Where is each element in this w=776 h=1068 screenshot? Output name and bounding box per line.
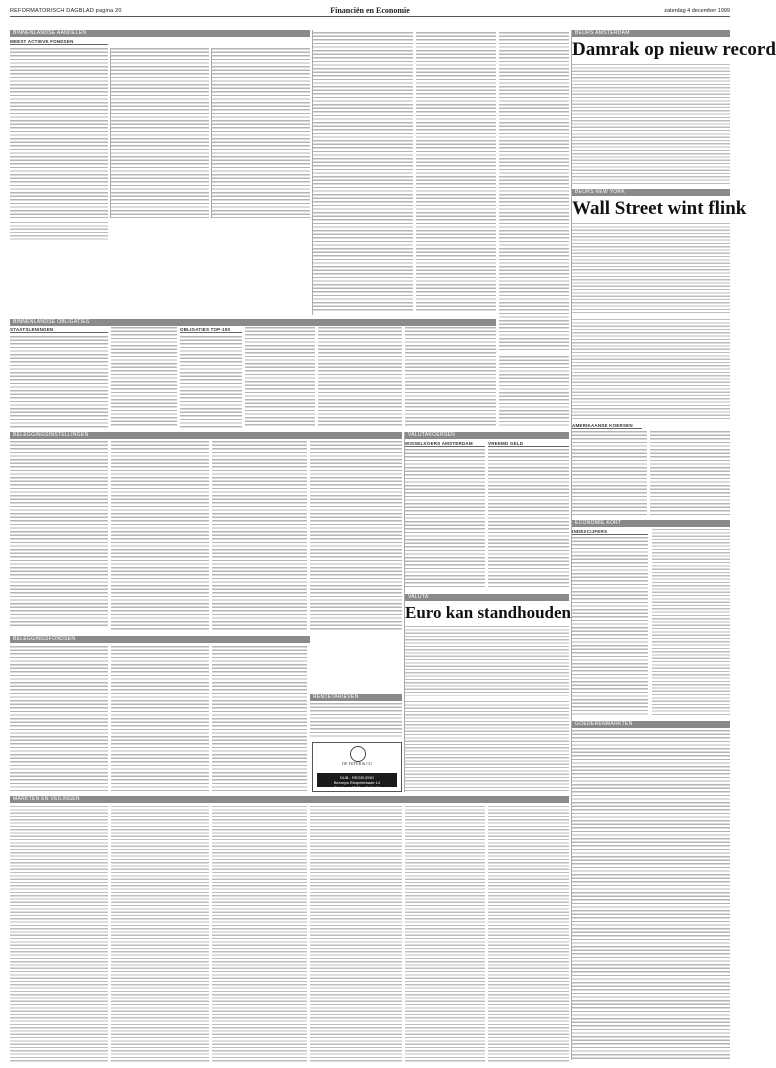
section-binnenlandse-aandelen: BINNENLANDSE AANDELEN	[10, 30, 310, 37]
rentetarieven-table	[310, 703, 402, 737]
fondsen-table-3	[212, 646, 307, 791]
amerikaanse-table-2	[650, 431, 730, 516]
belegging-table-4	[310, 441, 402, 631]
article-wallstreet-body	[572, 223, 730, 313]
subsection-obligaties-top: OBLIGATIES TOP-100	[180, 327, 242, 333]
belegging-table-3	[212, 441, 307, 631]
amerikaanse-table-1	[572, 431, 647, 516]
markten-col-4	[310, 806, 402, 1062]
belegging-table-1	[10, 441, 108, 626]
headline-euro: Euro kan standhouden	[405, 603, 571, 622]
markten-col-6	[488, 806, 569, 1062]
header-title: Financiën en Economie	[330, 6, 410, 15]
section-beurs-new-york: BEURS NEW YORK	[572, 189, 730, 196]
aandelen-footnote	[10, 222, 108, 242]
belegging-table-2	[111, 441, 209, 631]
subsection-staatsleningen: STAATSLENINGEN	[10, 327, 108, 333]
obligaties-table-4	[245, 327, 315, 427]
vreemd-geld-table	[488, 449, 569, 589]
section-markten-veilingen: MARKTEN EN VEILINGEN	[10, 796, 569, 803]
ad-contact	[317, 773, 397, 790]
aandelen-table-2	[111, 48, 209, 218]
section-binnenlandse-obligaties: BINNENLANDSE OBLIGATIES	[10, 319, 496, 326]
goederenmarkten-table	[572, 730, 730, 1060]
article-euro-cont	[405, 701, 569, 791]
section-rentetarieven: RENTETARIEVEN	[310, 694, 402, 701]
advertisement	[312, 742, 402, 792]
koersen-table-5	[416, 32, 496, 312]
koersen-table-6	[499, 32, 569, 352]
obligaties-table-1	[10, 336, 108, 428]
aandelen-table-3	[212, 48, 310, 218]
subsection-indexcijfers: INDEXCIJFERS	[572, 529, 648, 535]
fondsen-table-2	[111, 646, 209, 791]
section-beurs-amsterdam: BEURS AMSTERDAM	[572, 30, 730, 37]
obligaties-table-7	[499, 356, 569, 428]
koersen-table-4	[313, 32, 413, 312]
ad-brand: DE FIJTER & CO	[342, 761, 372, 766]
obligaties-table-3	[180, 336, 242, 428]
section-valuta: VALUTA	[405, 594, 569, 601]
section-beleggingsfondsen: BELEGGINGSFONDSEN	[10, 636, 310, 643]
markten-col-1	[10, 806, 108, 1062]
ad-contact-text: DUB - REGELEND Beroeps Rimpelerkade 14 Telefoon: 0180 - 41 24 93	[333, 775, 381, 790]
header-date: zaterdag 4 december 1999	[664, 8, 730, 14]
column-rule	[211, 48, 212, 218]
section-economie-kort: ECONOMIE KORT	[572, 520, 730, 527]
headline-damrak: Damrak op nieuw record	[572, 39, 776, 60]
indexcijfers-table	[572, 537, 648, 717]
markten-col-5	[405, 806, 485, 1062]
article-damrak-body	[572, 64, 730, 184]
fondsen-table-1	[10, 646, 108, 791]
subsection-wisselkoers: WISSELKOERS AMSTERDAM	[405, 441, 485, 447]
obligaties-table-2	[111, 327, 177, 427]
headline-wallstreet: Wall Street wint flink	[572, 198, 747, 219]
page-header	[10, 6, 730, 17]
aandelen-table-1	[10, 48, 108, 218]
section-valutakoersen: VALUTAKOERSEN	[405, 432, 569, 439]
column-rule	[404, 432, 405, 792]
column-rule	[571, 30, 572, 1060]
section-goederenmarkten: GOEDERENMARKTEN	[572, 721, 730, 728]
markten-col-2	[111, 806, 209, 1062]
obligaties-table-6	[405, 327, 496, 427]
wisselkoers-table	[405, 449, 485, 589]
subsection-amerikaanse-koersen: AMERIKAANSE KOERSEN	[572, 423, 642, 429]
economie-kort-body	[652, 529, 730, 717]
header-left: REFORMATORISCH DAGBLAD pagina 20	[10, 8, 122, 14]
newspaper-page	[10, 6, 776, 1062]
subsection-vreemd-geld: VREEMD GELD	[488, 441, 569, 447]
subsection-meest-actieve: MEEST ACTIEVE FONDSEN	[10, 39, 108, 45]
obligaties-table-5	[318, 327, 402, 427]
markten-col-3	[212, 806, 307, 1062]
ad-logo-icon	[350, 746, 366, 762]
article-wallstreet-cont	[572, 319, 730, 419]
section-beleggingsinstellingen: BELEGGINGSINSTELLINGEN	[10, 432, 402, 439]
column-rule	[312, 30, 313, 315]
column-rule	[110, 48, 111, 218]
article-euro-body	[405, 626, 569, 696]
